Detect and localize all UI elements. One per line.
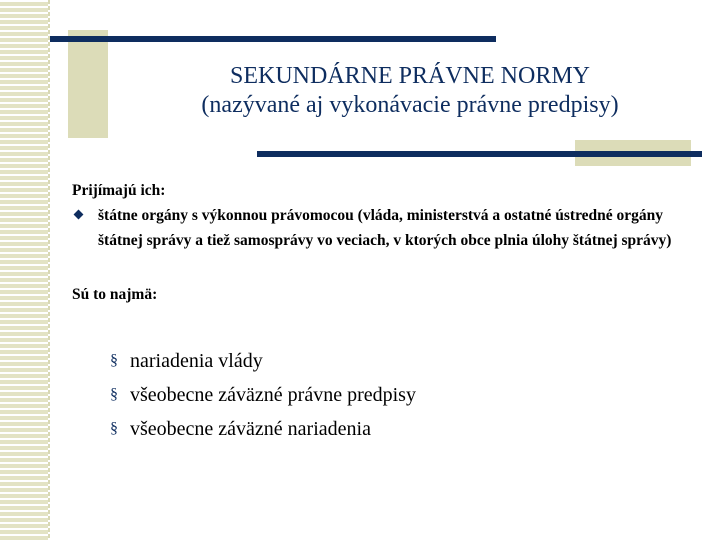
slide-content [72,178,692,307]
decorative-box-left [68,30,108,138]
section1-heading: Prijímajú ich: [72,182,166,199]
list-item-text: štátne orgány s výkonnou právomocou (vláda, ministerstvá a ostatné ústredné orgány štátnej správy a tiež samosprávy vo veciach, v ktorých obce plnia úlohy štátnej správy) [98,207,672,249]
slide-title [110,62,710,120]
list-item [72,203,692,253]
title-line-2: (nazývané aj vykonávacie právne predpisy) [201,92,619,118]
section2-list [110,344,670,446]
section2-heading: Sú to najmä: [72,286,158,303]
section-sign-bullet-icon: § [110,386,118,403]
list-item [110,412,670,446]
section-sign-bullet-icon: § [110,352,118,369]
list-item [110,344,670,378]
decorative-bar-bottom [257,151,702,157]
list-item-text: všeobecne záväzné právne predpisy [130,384,416,406]
list-item-text: nariadenia vlády [130,350,263,372]
list-item-text: všeobecne záväzné nariadenia [130,418,371,440]
decorative-bar-top [50,36,496,42]
decorative-stripes [0,0,50,540]
diamond-bullet-icon [74,210,84,220]
section-sign-bullet-icon: § [110,420,118,437]
title-line-1: SEKUNDÁRNE PRÁVNE NORMY [229,63,591,89]
list-item [110,378,670,412]
